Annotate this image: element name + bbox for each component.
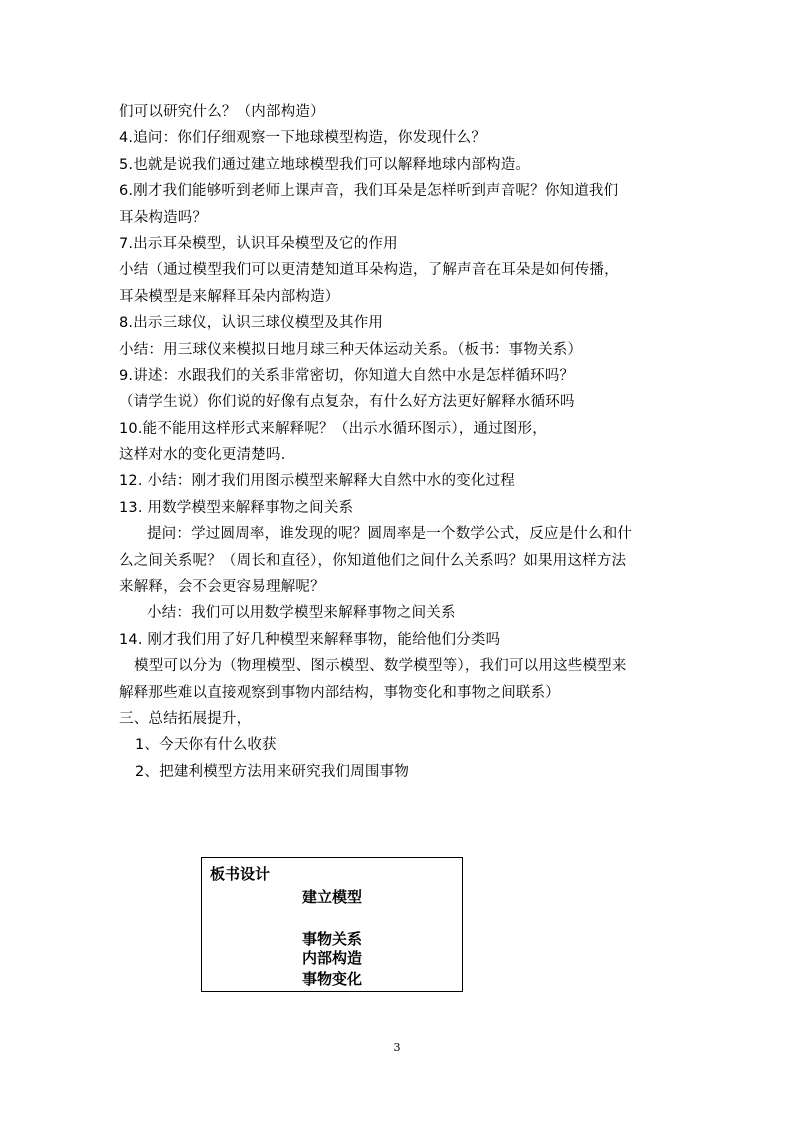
- text-line: 4.追问：你们仔细观察一下地球模型构造，你发现什么？: [119, 130, 487, 147]
- board-design-heading: 建立模型: [302, 888, 363, 906]
- text-line: 6.刚才我们能够听到老师上课声音，我们耳朵是怎样听到声音呢？你知道我们: [119, 183, 619, 200]
- text-line: 来解释，会不会更容易理解呢？: [119, 579, 325, 596]
- text-line: 这样对水的变化更清楚吗.: [119, 447, 286, 464]
- text-line: 9.讲述：水跟我们的关系非常密切，你知道大自然中水是怎样循环吗？: [119, 367, 575, 384]
- board-design-title: 板书设计: [210, 865, 271, 883]
- board-design-box: [201, 857, 463, 992]
- text-line: 模型可以分为（物理模型、图示模型、数学模型等），我们可以用这些模型来: [134, 658, 627, 675]
- board-design-item: 事物变化: [302, 970, 363, 988]
- text-line: 12. 小结：刚才我们用图示模型来解释大自然中水的变化过程: [119, 473, 515, 490]
- text-line: 14. 刚才我们用了好几种模型来解释事物，能给他们分类吗: [119, 631, 501, 648]
- text-line: 7.出示耳朵模型，认识耳朵模型及它的作用: [119, 235, 398, 252]
- text-line: 小结：我们可以用数学模型来解释事物之间关系: [147, 605, 456, 622]
- text-line: 2、把建利模型方法用来研究我们周围事物: [135, 763, 410, 780]
- page-number: 3: [393, 1041, 401, 1054]
- lesson-text: [119, 99, 689, 785]
- text-line: 解释那些难以直接观察到事物内部结构，事物变化和事物之间联系）: [119, 684, 560, 701]
- text-line: 1、今天你有什么收获: [135, 737, 277, 754]
- text-line: 么之间关系呢？（周长和直径），你知道他们之间什么关系吗？如果用这样方法: [119, 552, 627, 569]
- board-design-item: 事物关系: [302, 930, 363, 948]
- text-line: 5.也就是说我们通过建立地球模型我们可以解释地球内部构造。: [119, 156, 531, 173]
- text-line: 耳朵构造吗？: [119, 209, 208, 226]
- text-line: 13. 用数学模型来解释事物之间关系: [119, 499, 354, 516]
- text-line: 8.出示三球仪，认识三球仪模型及其作用: [119, 315, 384, 332]
- text-line: 三、总结拓展提升，: [119, 710, 252, 727]
- text-line: 10.能不能用这样形式来解释呢？（出示水循环图示），通过图形，: [119, 420, 548, 437]
- text-line: 小结：用三球仪来模拟日地月球三种天体运动关系。（板书：事物关系）: [119, 341, 583, 358]
- text-line: 提问：学过圆周率，谁发现的呢？圆周率是一个数学公式，反应是什么和什: [147, 526, 633, 543]
- text-line: 们可以研究什么？（内部构造）: [119, 104, 325, 120]
- text-line: （请学生说）你们说的好像有点复杂，有什么好方法更好解释水循环吗: [119, 394, 575, 411]
- text-line: 小结（通过模型我们可以更清楚知道耳朵构造，了解声音在耳朵是如何传播，: [119, 262, 619, 279]
- board-design-item: 内部构造: [302, 949, 363, 967]
- text-line: 耳朵模型是来解释耳朵内部构造）: [119, 288, 340, 305]
